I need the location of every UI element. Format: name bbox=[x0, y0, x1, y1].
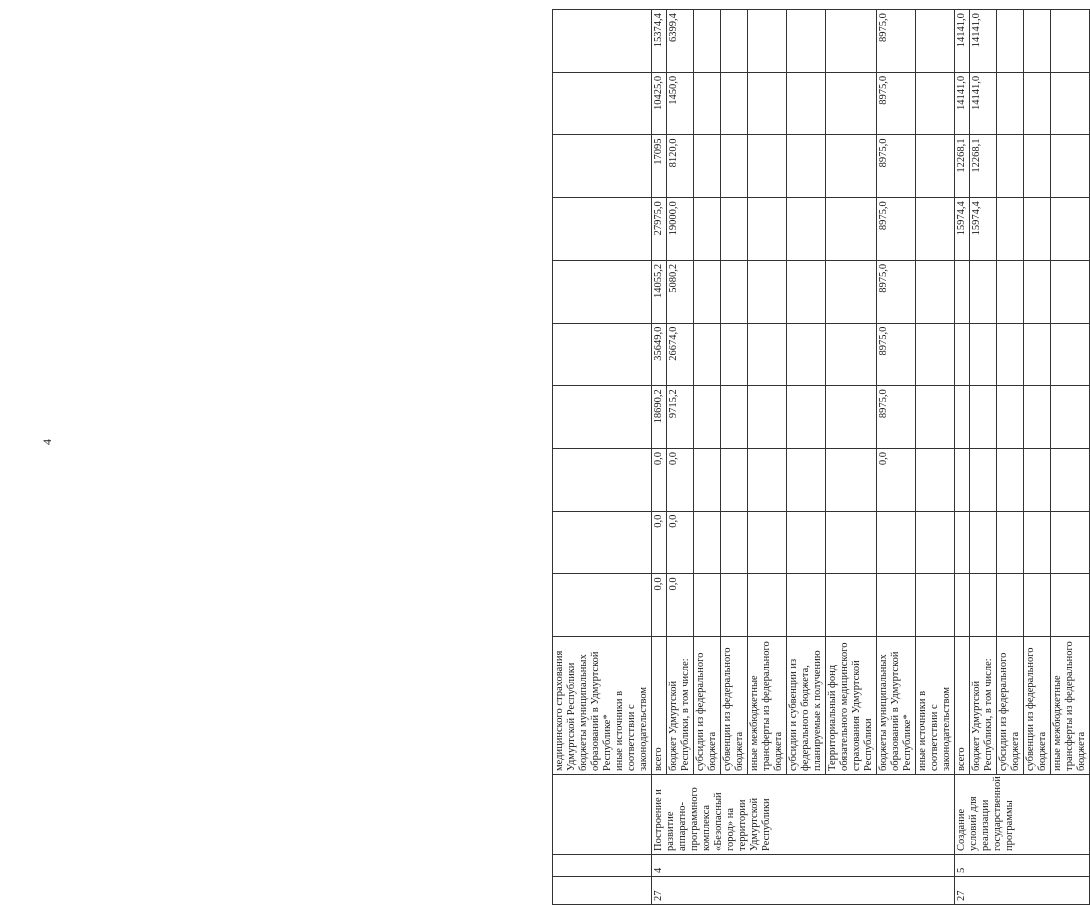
table-row bbox=[694, 10, 721, 905]
value-cell bbox=[787, 448, 826, 511]
source-label: медицинского страхования Удмуртской Республики bbox=[554, 650, 577, 771]
value-cell bbox=[1051, 511, 1090, 574]
value-cell bbox=[955, 386, 970, 449]
value-cell bbox=[553, 386, 652, 449]
value-cell bbox=[916, 323, 955, 386]
value-cell bbox=[997, 386, 1024, 449]
value-cell bbox=[694, 260, 721, 323]
value-cell: 8975,0 bbox=[877, 386, 916, 449]
value-cell bbox=[694, 448, 721, 511]
value-cell: 27975,0 bbox=[652, 198, 667, 261]
funding-source-label: бюджет Удмуртской Республики, в том числе: bbox=[970, 637, 997, 775]
value-cell bbox=[787, 260, 826, 323]
value-cell bbox=[1024, 198, 1051, 261]
value-cell bbox=[721, 448, 748, 511]
funding-source-label: субвенции из федерального бюджета bbox=[721, 637, 748, 775]
value-cell bbox=[694, 135, 721, 198]
value-cell: 10425,0 bbox=[652, 72, 667, 135]
value-cell bbox=[748, 511, 787, 574]
value-cell bbox=[787, 511, 826, 574]
value-cell: 12268,1 bbox=[970, 135, 997, 198]
value-cell bbox=[721, 135, 748, 198]
value-cell bbox=[826, 198, 877, 261]
value-cell: 0,0 bbox=[877, 448, 916, 511]
value-cell bbox=[1051, 323, 1090, 386]
value-cell bbox=[955, 260, 970, 323]
funding-source-label: всего bbox=[652, 637, 667, 775]
value-cell bbox=[997, 72, 1024, 135]
value-cell: 26674,0 bbox=[667, 323, 694, 386]
budget-table-rotated bbox=[552, 13, 1087, 905]
value-cell bbox=[748, 10, 787, 73]
value-cell bbox=[1051, 260, 1090, 323]
value-cell bbox=[553, 135, 652, 198]
value-cell bbox=[1024, 135, 1051, 198]
value-cell bbox=[553, 72, 652, 135]
value-cell bbox=[970, 574, 997, 637]
value-cell bbox=[916, 511, 955, 574]
value-cell bbox=[877, 511, 916, 574]
value-cell bbox=[748, 448, 787, 511]
value-cell bbox=[826, 260, 877, 323]
value-cell: 0,0 bbox=[652, 574, 667, 637]
value-cell bbox=[787, 323, 826, 386]
budget-table bbox=[552, 9, 1090, 905]
value-cell: 8120,0 bbox=[667, 135, 694, 198]
table-row bbox=[721, 10, 748, 905]
subprogram-number: 5 bbox=[955, 855, 1090, 877]
table-row bbox=[748, 10, 787, 905]
value-cell bbox=[916, 574, 955, 637]
value-cell: 12268,1 bbox=[955, 135, 970, 198]
funding-source-label: бюджеты муниципальных образований в Удмуртской Республике* bbox=[877, 637, 916, 775]
table-row bbox=[970, 10, 997, 905]
value-cell bbox=[748, 386, 787, 449]
value-cell bbox=[1024, 386, 1051, 449]
table-row bbox=[667, 10, 694, 905]
value-cell bbox=[694, 323, 721, 386]
value-cell: 8975,0 bbox=[877, 260, 916, 323]
value-cell: 17095 bbox=[652, 135, 667, 198]
value-cell bbox=[826, 10, 877, 73]
continuation-labels bbox=[553, 637, 652, 775]
value-cell bbox=[553, 10, 652, 73]
funding-source-label: субвенции из федерального бюджета bbox=[1024, 637, 1051, 775]
value-cell: 18690,2 bbox=[652, 386, 667, 449]
value-cell bbox=[826, 448, 877, 511]
funding-source-label: иные межбюджетные трансферты из федерального бюджета bbox=[1051, 637, 1090, 775]
subprogram-name: Создание условий для реализации государственной программы bbox=[955, 775, 1090, 855]
value-cell bbox=[1051, 386, 1090, 449]
value-cell bbox=[553, 574, 652, 637]
value-cell: 14141,0 bbox=[970, 72, 997, 135]
value-cell bbox=[877, 574, 916, 637]
value-cell bbox=[970, 386, 997, 449]
value-cell bbox=[721, 260, 748, 323]
value-cell bbox=[1024, 260, 1051, 323]
funding-source-label: субсидии и субвенции из федерального бюджета, планируемые к получению bbox=[787, 637, 826, 775]
value-cell bbox=[787, 198, 826, 261]
value-cell: 6399,4 bbox=[667, 10, 694, 73]
value-cell: 15374,4 bbox=[652, 10, 667, 73]
value-cell bbox=[748, 260, 787, 323]
value-cell: 8975,0 bbox=[877, 198, 916, 261]
value-cell: 0,0 bbox=[667, 511, 694, 574]
value-cell bbox=[1024, 72, 1051, 135]
value-cell bbox=[916, 135, 955, 198]
table-row bbox=[826, 10, 877, 905]
value-cell bbox=[787, 135, 826, 198]
value-cell: 14141,0 bbox=[955, 72, 970, 135]
value-cell bbox=[970, 511, 997, 574]
value-cell: 0,0 bbox=[652, 448, 667, 511]
subprogram-name: Построение и развитие аппаратно-программного комплекса «Безопасный город» на территории Удмуртской Республики bbox=[652, 775, 955, 855]
value-cell bbox=[955, 511, 970, 574]
value-cell bbox=[748, 574, 787, 637]
value-cell bbox=[997, 323, 1024, 386]
value-cell bbox=[997, 260, 1024, 323]
value-cell bbox=[553, 448, 652, 511]
value-cell bbox=[970, 448, 997, 511]
value-cell: 0,0 bbox=[652, 511, 667, 574]
table-row bbox=[997, 10, 1024, 905]
value-cell bbox=[997, 448, 1024, 511]
empty-cell bbox=[553, 775, 652, 855]
value-cell: 8975,0 bbox=[877, 72, 916, 135]
value-cell bbox=[787, 72, 826, 135]
value-cell: 9715,2 bbox=[667, 386, 694, 449]
funding-source-label: иные межбюджетные трансферты из федерального бюджета bbox=[748, 637, 787, 775]
program-code: 27 bbox=[652, 877, 955, 905]
value-cell bbox=[721, 323, 748, 386]
value-cell bbox=[1024, 511, 1051, 574]
value-cell bbox=[826, 386, 877, 449]
funding-source-label: субсидии из федерального бюджета bbox=[694, 637, 721, 775]
value-cell bbox=[826, 323, 877, 386]
value-cell bbox=[1051, 10, 1090, 73]
value-cell bbox=[787, 10, 826, 73]
subprogram-number: 4 bbox=[652, 855, 955, 877]
table-row bbox=[1024, 10, 1051, 905]
value-cell bbox=[748, 135, 787, 198]
value-cell bbox=[826, 72, 877, 135]
value-cell bbox=[955, 574, 970, 637]
value-cell bbox=[997, 198, 1024, 261]
value-cell bbox=[721, 10, 748, 73]
value-cell bbox=[694, 72, 721, 135]
value-cell: 0,0 bbox=[667, 448, 694, 511]
table-row bbox=[553, 10, 652, 905]
funding-source-label: всего bbox=[955, 637, 970, 775]
value-cell: 5080,2 bbox=[667, 260, 694, 323]
value-cell bbox=[694, 198, 721, 261]
source-label: бюджеты муниципальных образований в Удмуртской Республике* bbox=[578, 651, 613, 771]
value-cell: 19000,0 bbox=[667, 198, 694, 261]
table-row bbox=[1051, 10, 1090, 905]
value-cell bbox=[1051, 198, 1090, 261]
value-cell bbox=[694, 511, 721, 574]
value-cell bbox=[553, 198, 652, 261]
value-cell: 8975,0 bbox=[877, 135, 916, 198]
value-cell bbox=[955, 448, 970, 511]
empty-cell bbox=[553, 855, 652, 877]
value-cell bbox=[748, 323, 787, 386]
value-cell bbox=[694, 574, 721, 637]
value-cell bbox=[1024, 323, 1051, 386]
value-cell: 8975,0 bbox=[877, 10, 916, 73]
value-cell bbox=[1051, 135, 1090, 198]
program-code: 27 bbox=[955, 877, 1090, 905]
value-cell bbox=[1024, 574, 1051, 637]
value-cell bbox=[970, 323, 997, 386]
value-cell bbox=[787, 386, 826, 449]
table-row bbox=[877, 10, 916, 905]
value-cell bbox=[694, 386, 721, 449]
value-cell bbox=[748, 72, 787, 135]
value-cell bbox=[1024, 10, 1051, 73]
value-cell bbox=[721, 72, 748, 135]
value-cell bbox=[748, 198, 787, 261]
table-row bbox=[652, 10, 667, 905]
value-cell bbox=[997, 574, 1024, 637]
value-cell bbox=[1051, 448, 1090, 511]
value-cell bbox=[916, 198, 955, 261]
value-cell: 14141,0 bbox=[955, 10, 970, 73]
value-cell bbox=[997, 135, 1024, 198]
page-number: 4 bbox=[40, 439, 54, 445]
funding-source-label: бюджет Удмуртской Республики, в том числе: bbox=[667, 637, 694, 775]
value-cell bbox=[1051, 574, 1090, 637]
value-cell bbox=[970, 260, 997, 323]
value-cell: 14141,0 bbox=[970, 10, 997, 73]
value-cell bbox=[916, 260, 955, 323]
funding-source-label: субсидии из федерального бюджета bbox=[997, 637, 1024, 775]
value-cell: 14055,2 bbox=[652, 260, 667, 323]
table-row bbox=[955, 10, 970, 905]
source-label: иные источники в соответствии с законодательством bbox=[614, 686, 649, 771]
value-cell bbox=[916, 448, 955, 511]
value-cell: 8975,0 bbox=[877, 323, 916, 386]
value-cell bbox=[553, 260, 652, 323]
value-cell: 1450,0 bbox=[667, 72, 694, 135]
value-cell bbox=[955, 323, 970, 386]
value-cell bbox=[997, 10, 1024, 73]
value-cell bbox=[721, 511, 748, 574]
funding-source-label: иные источники в соответствии с законодательством bbox=[916, 637, 955, 775]
empty-cell bbox=[553, 877, 652, 905]
value-cell bbox=[1051, 72, 1090, 135]
value-cell bbox=[721, 574, 748, 637]
value-cell: 15974,4 bbox=[970, 198, 997, 261]
value-cell bbox=[553, 511, 652, 574]
funding-source-label: Территориальный фонд обязательного медицинского страхования Удмуртской Республики bbox=[826, 637, 877, 775]
value-cell: 15974,4 bbox=[955, 198, 970, 261]
value-cell bbox=[694, 10, 721, 73]
value-cell bbox=[916, 72, 955, 135]
table-row bbox=[787, 10, 826, 905]
table-row bbox=[916, 10, 955, 905]
value-cell: 35649,0 bbox=[652, 323, 667, 386]
value-cell bbox=[1024, 448, 1051, 511]
value-cell bbox=[553, 323, 652, 386]
value-cell bbox=[787, 574, 826, 637]
value-cell bbox=[916, 386, 955, 449]
value-cell bbox=[721, 198, 748, 261]
value-cell bbox=[997, 511, 1024, 574]
value-cell bbox=[826, 574, 877, 637]
value-cell bbox=[826, 135, 877, 198]
value-cell: 0,0 bbox=[667, 574, 694, 637]
value-cell bbox=[826, 511, 877, 574]
value-cell bbox=[721, 386, 748, 449]
value-cell bbox=[916, 10, 955, 73]
